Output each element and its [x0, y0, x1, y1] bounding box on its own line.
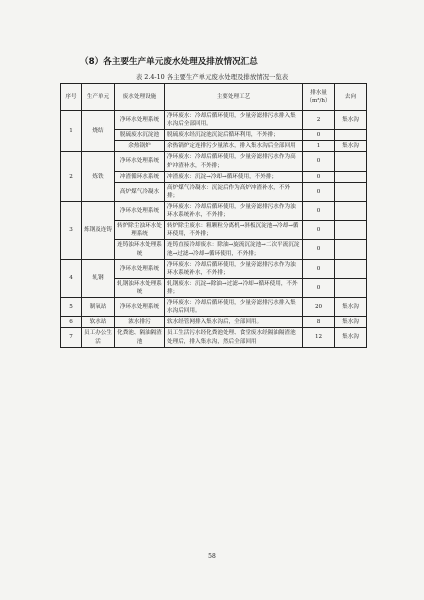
- process-cell: 冲渣废水：沉淀→冷却→循环使用，不外排；: [165, 171, 303, 182]
- flow-cell: 0: [303, 130, 335, 141]
- header-no: 序号: [61, 84, 82, 111]
- destination-cell: [335, 278, 367, 297]
- facility-cell: 净环水处理系统: [115, 201, 165, 220]
- row-number: 4: [61, 259, 82, 297]
- row-number: 5: [61, 298, 82, 317]
- flow-cell: 0: [303, 221, 335, 240]
- facility-cell: 浓水排污: [115, 317, 165, 328]
- process-cell: 软水经管网排入集水沟后，全部回用。: [165, 317, 303, 328]
- process-cell: 员工生活污水经化粪池处理、食堂废水经隔油隔渣池处理后，排入集水沟，然后全部回用: [165, 328, 303, 347]
- facility-cell: 化粪池、隔油隔渣池: [115, 328, 165, 347]
- table-row: [61, 298, 367, 317]
- process-cell: 净环废水：冷却后循环使用，少量旁滤排污水作为高炉冲渣补水，不外排；: [165, 152, 303, 171]
- process-cell: 净环废水：冷却后循环使用，少量旁滤排污水作为浊环水系统补水，不外排；: [165, 201, 303, 220]
- facility-cell: 冲渣循环水系统: [115, 171, 165, 182]
- table-row: [61, 152, 367, 171]
- production-unit: 制氧站: [82, 298, 115, 317]
- table-row: [61, 328, 367, 347]
- row-number: 2: [61, 152, 82, 202]
- facility-cell: 余热锅炉: [115, 141, 165, 152]
- process-cell: 高炉煤气冷凝水：沉淀后作为高炉冲渣补水，不外排；: [165, 182, 303, 201]
- flow-cell: 0: [303, 182, 335, 201]
- process-cell: 转炉除尘废水：粗颗粒分离机→斜板沉淀池→冷却→循环使用，不外排；: [165, 221, 303, 240]
- destination-cell: [335, 240, 367, 259]
- facility-cell: 净环水处理系统: [115, 152, 165, 171]
- facility-cell: 转炉除尘浊环水处理系统: [115, 221, 165, 240]
- facility-cell: 连铸浊环水处理系统: [115, 240, 165, 259]
- destination-cell: [335, 221, 367, 240]
- wastewater-table: [60, 83, 367, 348]
- destination-cell: 集水沟: [335, 328, 367, 347]
- flow-cell: 20: [303, 298, 335, 317]
- row-number: 7: [61, 328, 82, 347]
- facility-cell: 轧钢浊环水处理系统: [115, 278, 165, 297]
- flow-cell: 0: [303, 171, 335, 182]
- row-number: 1: [61, 111, 82, 152]
- table-row: [61, 201, 367, 220]
- production-unit: 炼钢及连铸: [82, 201, 115, 259]
- flow-cell: 1: [303, 141, 335, 152]
- table-row: [61, 317, 367, 328]
- page-number: 58: [208, 553, 216, 560]
- process-cell: 净环废水：冷却后循环使用，少量旁滤排污水排入集水沟后全部回用。: [165, 111, 303, 130]
- facility-cell: 净环水处理系统: [115, 259, 165, 278]
- table-header-row: [61, 84, 367, 111]
- process-cell: 净环废水：冷却后循环使用，少量旁滤排污水排入集水沟后回用。: [165, 298, 303, 317]
- destination-cell: 集水沟: [335, 317, 367, 328]
- process-cell: 轧钢废水：沉淀→除油→过滤→冷却→循环使用，不外排；: [165, 278, 303, 297]
- flow-cell: 0: [303, 201, 335, 220]
- header-unit: 生产单元: [82, 84, 115, 111]
- row-number: 3: [61, 201, 82, 259]
- production-unit: 炼铁: [82, 152, 115, 202]
- facility-cell: 脱硫废水沉淀池: [115, 130, 165, 141]
- facility-cell: 高炉煤气冷凝水: [115, 182, 165, 201]
- destination-cell: [335, 201, 367, 220]
- facility-cell: 净环水处理系统: [115, 298, 165, 317]
- flow-cell: 0: [303, 259, 335, 278]
- destination-cell: [335, 182, 367, 201]
- process-cell: 脱硫废水经沉淀池沉淀后循环利用，不外排；: [165, 130, 303, 141]
- destination-cell: 集水沟: [335, 298, 367, 317]
- table-caption: 表 2.4-10 各主要生产单元废水处理及排放情况一览表: [135, 73, 289, 81]
- table-row: [61, 259, 367, 278]
- flow-cell: 12: [303, 328, 335, 347]
- header-process: 主要处理工艺: [165, 84, 303, 111]
- destination-cell: 集水沟: [335, 141, 367, 152]
- destination-cell: [335, 259, 367, 278]
- destination-cell: [335, 152, 367, 171]
- row-number: 6: [61, 317, 82, 328]
- flow-cell: 8: [303, 317, 335, 328]
- header-flow: 排水量（m³/h）: [303, 84, 335, 111]
- production-unit: 员工办公生活: [82, 328, 115, 347]
- facility-cell: 净环水处理系统: [115, 111, 165, 130]
- flow-cell: 2: [303, 111, 335, 130]
- header-facility: 废水处理设施: [115, 84, 165, 111]
- process-cell: 余热锅炉定连排污少量浓水，排入集水沟后全部回用: [165, 141, 303, 152]
- process-cell: 连铸直接冷却废水：除油→旋流沉淀池→二次平流沉淀池→过滤→冷却→循环使用，不外排；: [165, 240, 303, 259]
- production-unit: 烧结: [82, 111, 115, 152]
- destination-cell: 集水沟: [335, 111, 367, 130]
- table-row: [61, 111, 367, 130]
- production-unit: 软水站: [82, 317, 115, 328]
- production-unit: 轧钢: [82, 259, 115, 297]
- flow-cell: 0: [303, 240, 335, 259]
- flow-cell: 0: [303, 152, 335, 171]
- destination-cell: [335, 130, 367, 141]
- flow-cell: 0: [303, 278, 335, 297]
- header-destination: 去向: [335, 84, 367, 111]
- section-title: （8）各主要生产单元废水处理及排放情况汇总: [80, 57, 258, 67]
- destination-cell: [335, 171, 367, 182]
- process-cell: 净环废水：冷却后循环使用，少量旁滤排污水作为浊环水系统补水，不外排；: [165, 259, 303, 278]
